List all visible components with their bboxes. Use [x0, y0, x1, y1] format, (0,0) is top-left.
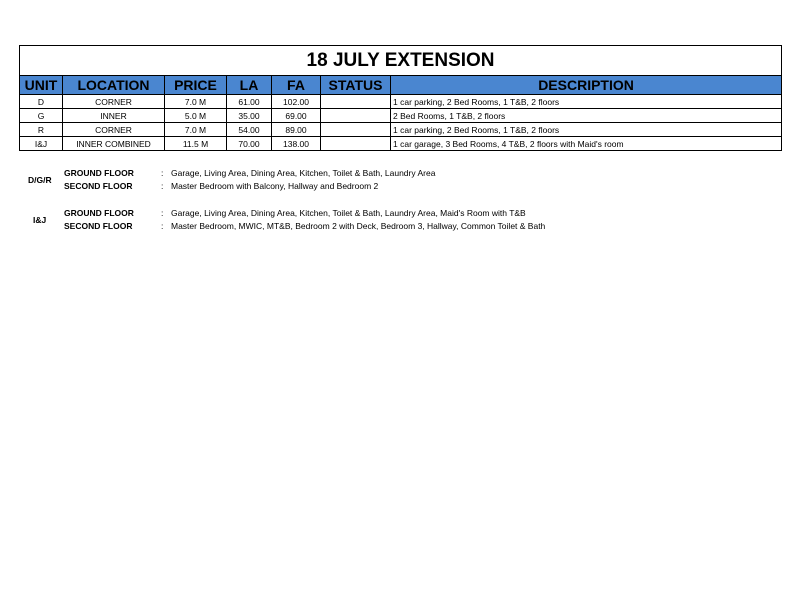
column-header-description: DESCRIPTION: [391, 76, 782, 95]
cell-fa: 89.00: [272, 123, 321, 137]
cell-status: [321, 137, 391, 151]
cell-la: 61.00: [227, 95, 272, 109]
cell-unit: I&J: [20, 137, 63, 151]
floor-notes-dgr: [0, 168, 800, 196]
table-row: [20, 123, 782, 137]
column-header-status: STATUS: [321, 76, 391, 95]
cell-la: 70.00: [227, 137, 272, 151]
notes-unit-label: D/G/R: [28, 175, 52, 185]
price-list-sheet: [19, 45, 781, 151]
cell-price: 7.0 M: [165, 95, 227, 109]
column-header-unit: UNIT: [20, 76, 63, 95]
column-header-location: LOCATION: [63, 76, 165, 95]
floor-description-second: Master Bedroom with Balcony, Hallway and Bedroom 2: [171, 181, 379, 191]
cell-location: INNER COMBINED: [63, 137, 165, 151]
cell-description: 2 Bed Rooms, 1 T&B, 2 floors: [391, 109, 782, 123]
cell-price: 5.0 M: [165, 109, 227, 123]
floor-description-ground: Garage, Living Area, Dining Area, Kitchen, Toilet & Bath, Laundry Area, Maid's Room with T&B: [171, 208, 526, 218]
cell-price: 7.0 M: [165, 123, 227, 137]
cell-description: 1 car garage, 3 Bed Rooms, 4 T&B, 2 floors with Maid's room: [391, 137, 782, 151]
floor-colon: :: [161, 168, 164, 178]
cell-location: CORNER: [63, 123, 165, 137]
cell-status: [321, 95, 391, 109]
cell-status: [321, 109, 391, 123]
floor-label-ground: GROUND FLOOR: [64, 168, 134, 178]
floor-description-second: Master Bedroom, MWIC, MT&B, Bedroom 2 with Deck, Bedroom 3, Hallway, Common Toilet & Bath: [171, 221, 546, 231]
cell-status: [321, 123, 391, 137]
column-header-la: LA: [227, 76, 272, 95]
cell-price: 11.5 M: [165, 137, 227, 151]
cell-la: 35.00: [227, 109, 272, 123]
table-header-row: [20, 76, 782, 95]
table-row: [20, 137, 782, 151]
cell-fa: 138.00: [272, 137, 321, 151]
floor-colon: :: [161, 181, 164, 191]
table-row: [20, 109, 782, 123]
floor-label-second: SECOND FLOOR: [64, 221, 133, 231]
cell-location: INNER: [63, 109, 165, 123]
cell-unit: D: [20, 95, 63, 109]
cell-description: 1 car parking, 2 Bed Rooms, 1 T&B, 2 floors: [391, 95, 782, 109]
table-row: [20, 95, 782, 109]
notes-unit-label: I&J: [33, 215, 47, 225]
column-header-fa: FA: [272, 76, 321, 95]
floor-label-ground: GROUND FLOOR: [64, 208, 134, 218]
cell-unit: G: [20, 109, 63, 123]
floor-colon: :: [161, 221, 164, 231]
cell-location: CORNER: [63, 95, 165, 109]
cell-fa: 69.00: [272, 109, 321, 123]
floor-notes-ij: [0, 208, 800, 236]
cell-la: 54.00: [227, 123, 272, 137]
cell-description: 1 car parking, 2 Bed Rooms, 1 T&B, 2 floors: [391, 123, 782, 137]
cell-unit: R: [20, 123, 63, 137]
unit-price-table: [19, 45, 782, 151]
floor-description-ground: Garage, Living Area, Dining Area, Kitchen, Toilet & Bath, Laundry Area: [171, 168, 436, 178]
column-header-price: PRICE: [165, 76, 227, 95]
floor-label-second: SECOND FLOOR: [64, 181, 133, 191]
sheet-title: 18 JULY EXTENSION: [20, 46, 782, 76]
cell-fa: 102.00: [272, 95, 321, 109]
floor-colon: :: [161, 208, 164, 218]
